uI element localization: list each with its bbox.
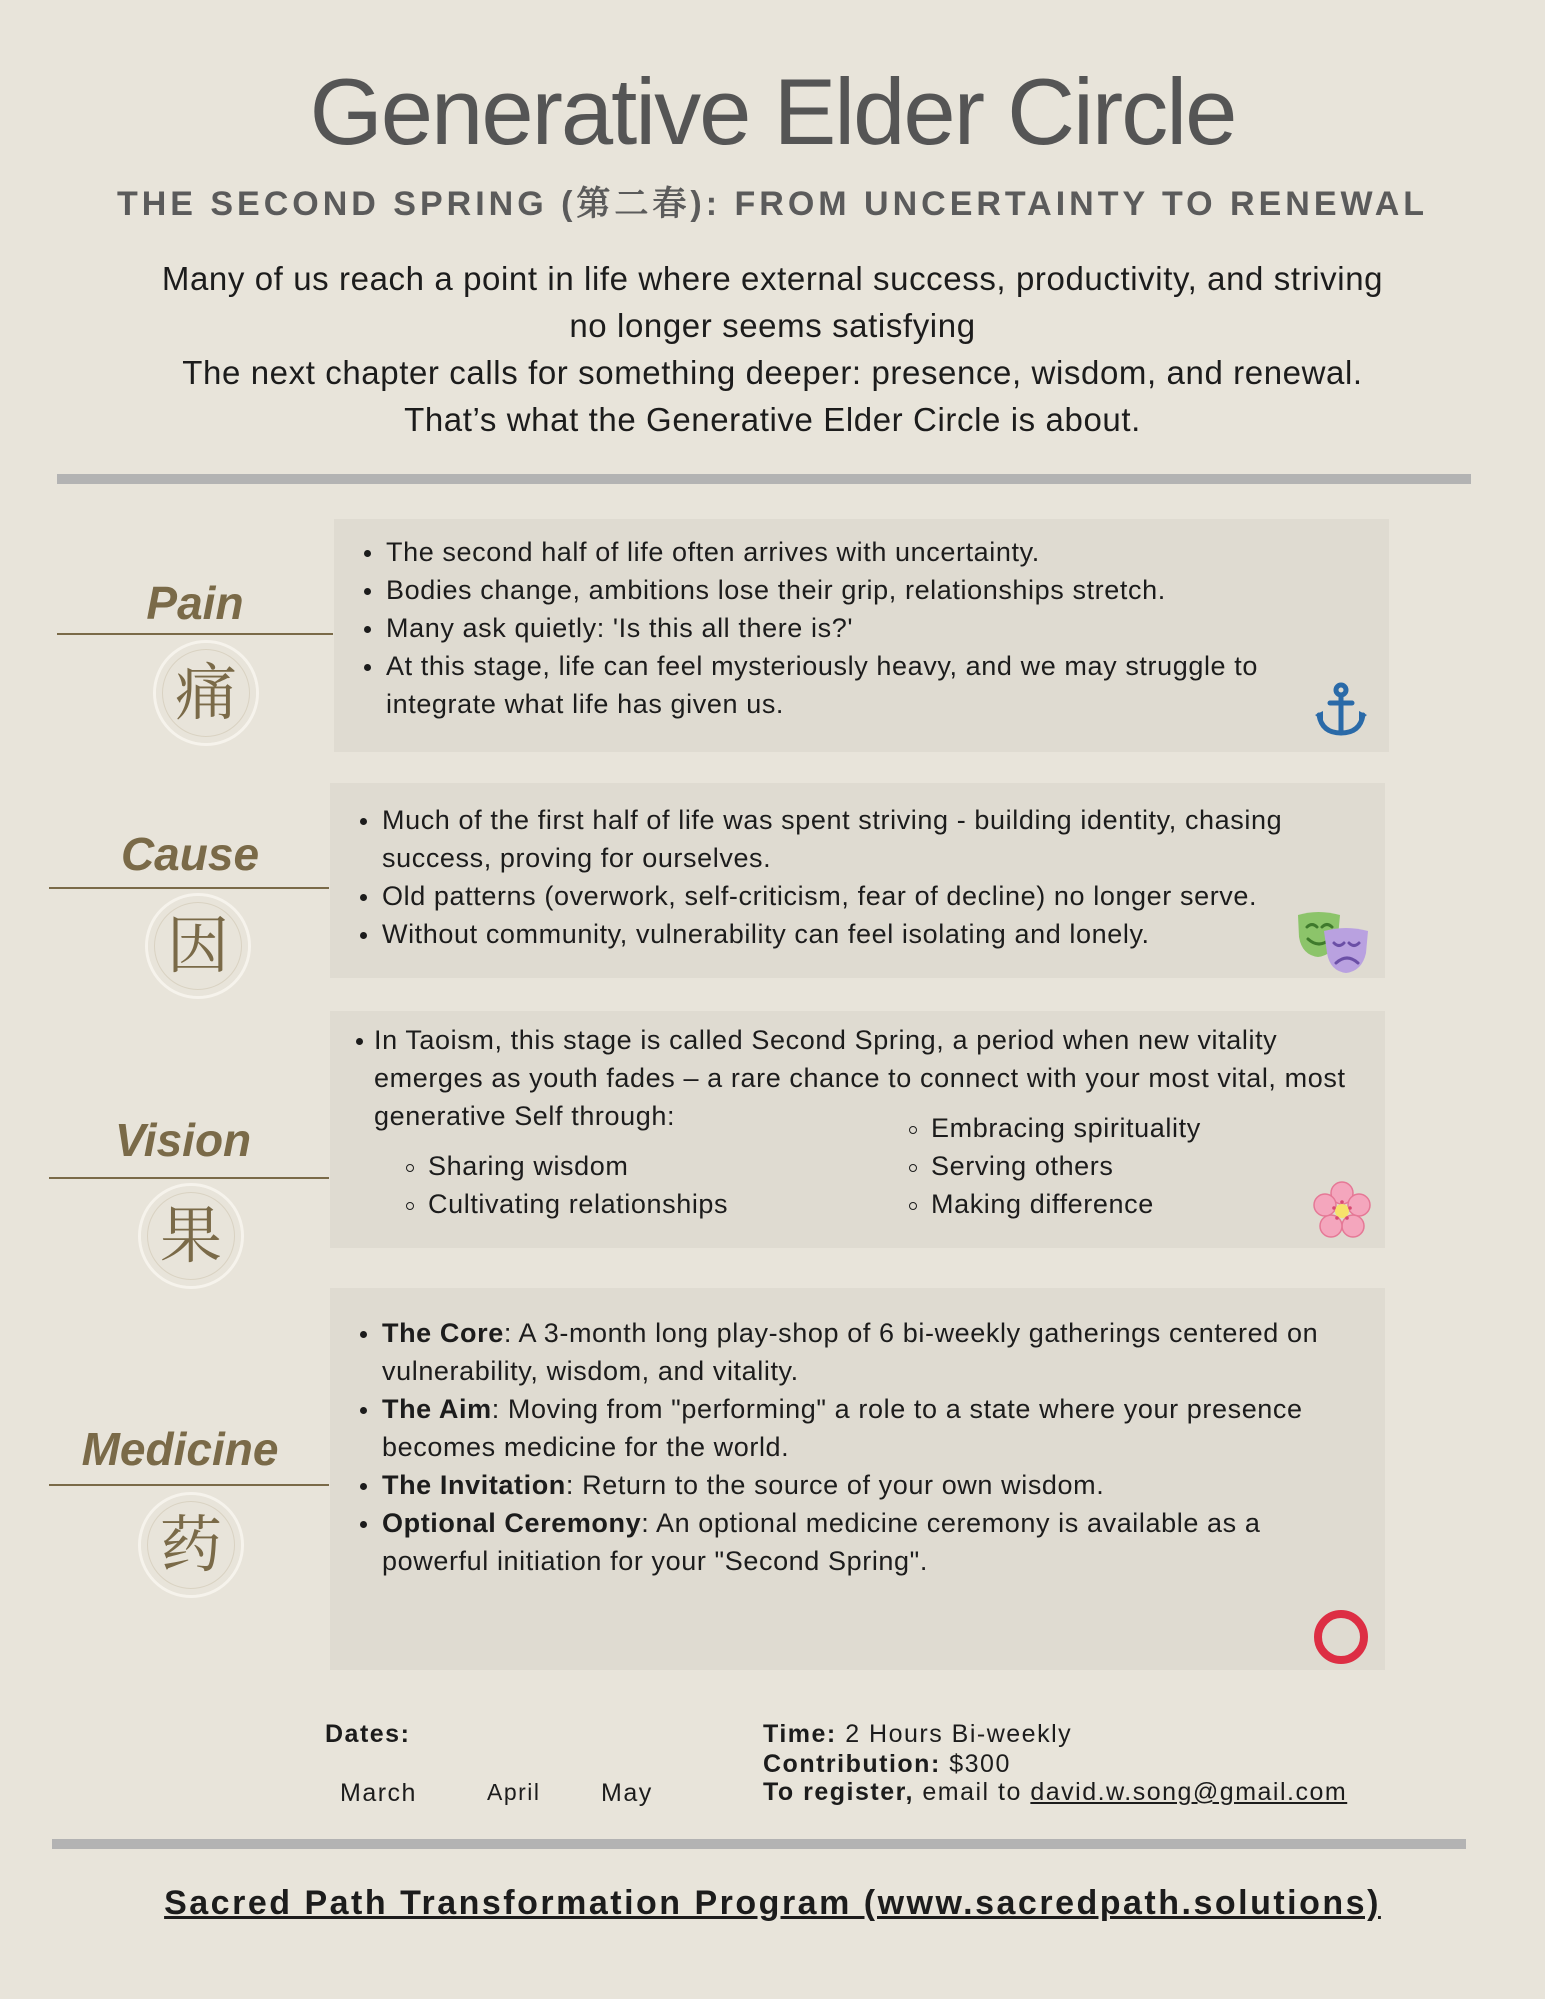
list-item <box>354 1314 1354 1390</box>
page-title: Generative Elder Circle <box>309 59 1236 164</box>
red-circle-icon <box>1312 1608 1370 1666</box>
time-line <box>763 1720 1072 1749</box>
invitation-term: The Invitation <box>382 1470 566 1500</box>
dates-label: Dates: <box>325 1720 411 1748</box>
list-item: Bodies change, ambitions lose their grip, relationships stretch. <box>358 571 1358 609</box>
anchor-icon <box>1314 681 1368 739</box>
register-label: To register, <box>763 1778 914 1806</box>
bottom-divider <box>52 1839 1466 1849</box>
list-item: The second half of life often arrives with uncertainty. <box>358 533 1358 571</box>
intro-text <box>90 255 1455 443</box>
cause-character: 因 <box>145 893 251 999</box>
list-item: Many ask quietly: 'Is this all there is?' <box>358 609 1358 647</box>
time-value: 2 Hours Bi-weekly <box>845 1720 1073 1748</box>
medicine-label: Medicine <box>81 1423 279 1475</box>
contribution-label: Contribution: <box>763 1750 941 1778</box>
intro-line: That’s what the Generative Elder Circle is about. <box>404 401 1141 438</box>
medicine-character: 药 <box>138 1492 244 1598</box>
ceremony-term: Optional Ceremony <box>382 1508 642 1538</box>
medicine-panel <box>330 1288 1385 1670</box>
cause-list <box>354 801 1354 953</box>
cause-panel <box>330 783 1385 978</box>
email-link[interactable]: david.w.song@gmail.com <box>1030 1778 1348 1806</box>
list-item: Cultivating relationships <box>400 1185 820 1223</box>
medicine-underline <box>49 1484 329 1486</box>
cause-label: Cause <box>120 828 260 880</box>
list-item: Serving others <box>903 1147 1323 1185</box>
contribution-line <box>763 1750 1011 1779</box>
vision-panel <box>330 1011 1385 1248</box>
core-text: : A 3-month long play-shop of 6 bi-weekly gatherings centered on vulnerability, wisdom, and vitality. <box>382 1318 1319 1386</box>
intro-line: The next chapter calls for something deeper: presence, wisdom, and renewal. <box>182 354 1363 391</box>
vision-character: 果 <box>138 1183 244 1289</box>
top-divider <box>57 474 1471 484</box>
vision-right-list <box>903 1109 1323 1223</box>
list-item: Making difference <box>903 1185 1323 1223</box>
cherry-blossom-icon <box>1312 1181 1372 1241</box>
list-item <box>354 1390 1354 1466</box>
list-item: Embracing spirituality <box>903 1109 1323 1147</box>
vision-left-list <box>400 1147 820 1223</box>
cause-underline <box>49 887 329 889</box>
list-item: In Taoism, this stage is called Second Spring, a period when new vitality emerges as youth fades – a rare chance to connect with your most vital, most generative Self through: <box>350 1021 1370 1135</box>
pain-underline <box>57 633 333 635</box>
pain-label: Pain <box>146 577 244 629</box>
month-may: May <box>601 1779 653 1807</box>
intro-line: no longer seems satisfying <box>569 307 976 344</box>
contribution-value: $300 <box>949 1750 1011 1778</box>
aim-term: The Aim <box>382 1394 492 1424</box>
list-item: Sharing wisdom <box>400 1147 820 1185</box>
theater-masks-icon <box>1294 911 1372 975</box>
pain-list <box>358 533 1358 723</box>
program-link[interactable]: Sacred Path Transformation Program (www.sacredpath.solutions) <box>164 1884 1381 1922</box>
page-subtitle: THE SECOND SPRING (第二春): FROM UNCERTAINTY TO RENEWAL <box>116 185 1429 223</box>
intro-line: Many of us reach a point in life where external success, productivity, and striving <box>161 260 1384 297</box>
list-item: Much of the first half of life was spent striving - building identity, chasing success, proving for ourselves. <box>354 801 1354 877</box>
pain-character: 痛 <box>153 640 259 746</box>
aim-text: : Moving from "performing" a role to a state where your presence becomes medicine for the world. <box>382 1394 1303 1462</box>
medicine-list <box>354 1314 1354 1580</box>
month-april: April <box>487 1779 541 1805</box>
register-text: email to <box>922 1778 1022 1806</box>
core-term: The Core <box>382 1318 504 1348</box>
list-item: At this stage, life can feel mysteriously heavy, and we may struggle to integrate what life has given us. <box>358 647 1358 723</box>
invitation-text: : Return to the source of your own wisdom. <box>565 1470 1105 1500</box>
list-item: Old patterns (overwork, self-criticism, fear of decline) no longer serve. <box>354 877 1354 915</box>
list-item <box>354 1466 1354 1504</box>
ceremony-text: : An optional medicine ceremony is available as a powerful initiation for your "Second Spring". <box>382 1508 1261 1576</box>
time-label: Time: <box>763 1720 837 1748</box>
list-item: Without community, vulnerability can feel isolating and lonely. <box>354 915 1354 953</box>
vision-underline <box>49 1177 329 1179</box>
pain-panel <box>334 519 1389 752</box>
list-item <box>354 1504 1354 1580</box>
register-line <box>763 1778 1347 1807</box>
month-march: March <box>340 1779 417 1807</box>
vision-label: Vision <box>114 1114 252 1166</box>
